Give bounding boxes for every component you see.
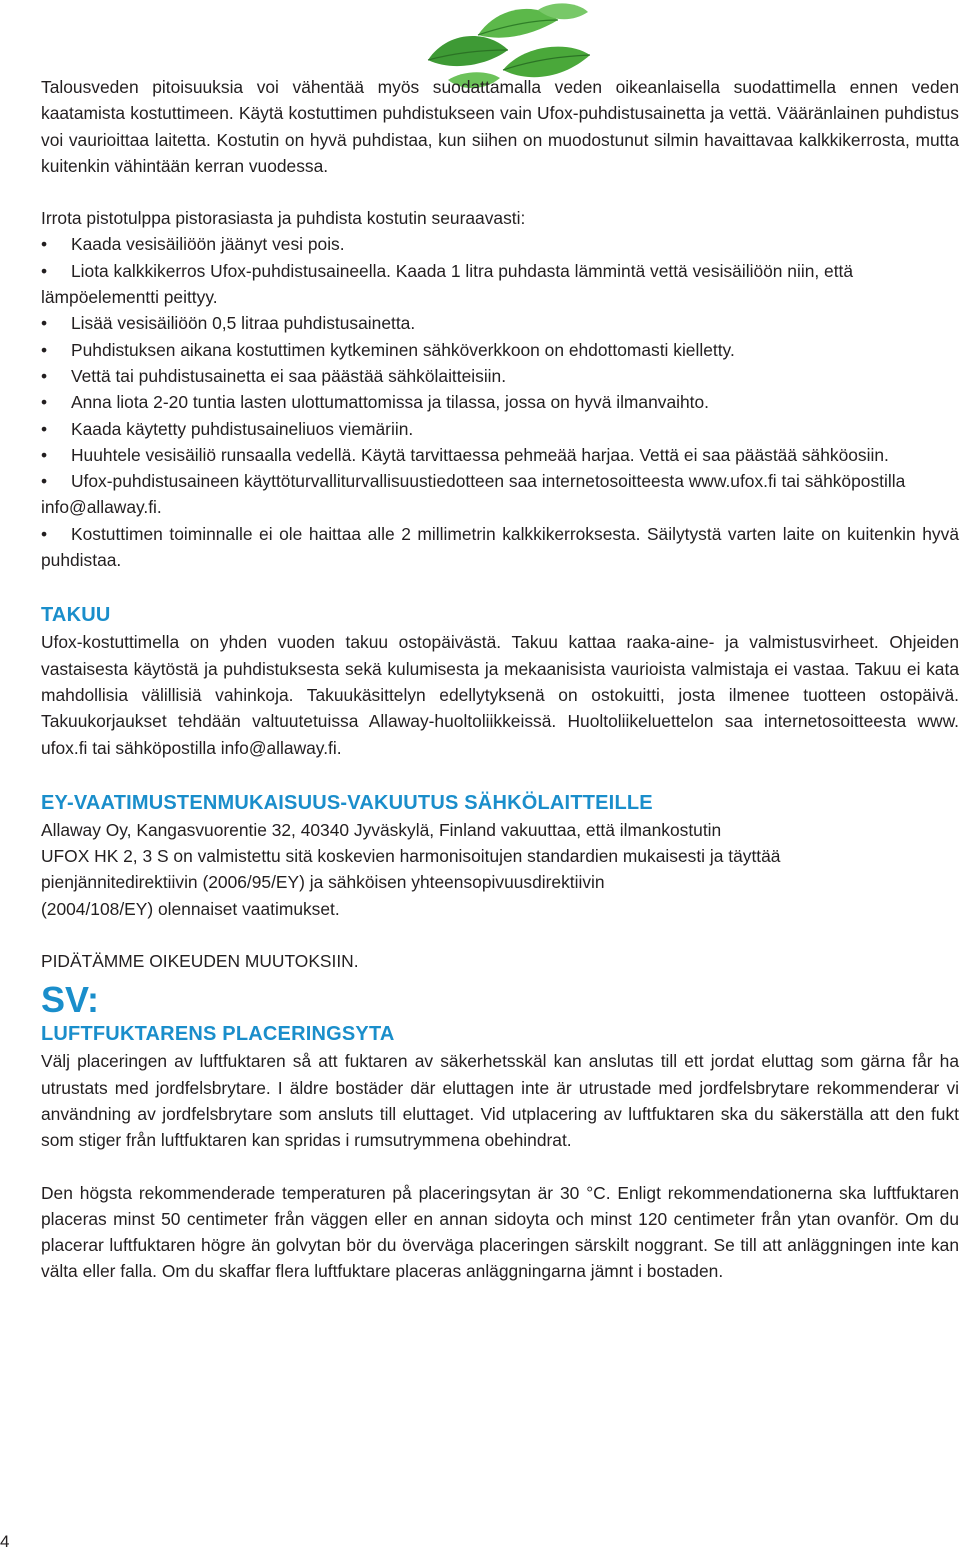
declaration-line: (2004/108/EY) olennaiset vaatimukset. xyxy=(41,898,340,919)
list-item: • Kaada vesisäiliöön jäänyt vesi pois. xyxy=(41,234,345,255)
fi-intro-paragraph: Talousveden pitoisuuksia voi vähentää myös suodattamalla veden oikeanlaisella suodattimella ennen veden kaatamista kostuttimeen. Käytä kostuttimen puhdistukseen vain Ufox-puhdistusainetta ja vettä. Vääränlainen puhdistus voi vaurioittaa laitetta. Kostutin on hyvä puhdistaa, kun siihen on muodostunut silmin havaittavaa kalkkikerrosta, mutta kuitenkin vähintään kerran vuodessa. xyxy=(41,77,959,176)
sv-placement-heading: LUFTFUKTARENS PLACERINGSYTA xyxy=(41,1023,395,1046)
warranty-paragraph: Ufox-kostuttimella on yhden vuoden takuu ostopäivästä. Takuu kattaa raaka-aine- ja valmistusvirheet. Ohjeiden vastaisesta käytöstä ja puhdistuksesta sekä kulumisesta ja mekaanisista vaurioista valmistaja ei vastaa. Takuu ei kata mahdollisia välillisiä vahinkoja. Takuukäsittelyn edellytyksenä on ostokuitti, josta ilmenee tuotteen ostopäivä. Takuukorjaukset tehdään valtuutetuissa Allaway-huoltoliikkeissä. Huoltoliikeluettelon saa internetosoitteesta www. ufox.fi tai sähköpostilla info@allaway.fi. xyxy=(41,632,959,758)
sv-paragraph-1: Välj placeringen av luftfuktaren så att fuktaren av säkerhetsskäl kan anslutas till ett jordat eluttag som gärna får ha utrustats med jordfelsbrytare. I äldre bostäder där eluttagen inte är utrustade med jordfelsbrytare rekommenderar vi användning av jordfelsbrytare som ansluts till eluttaget. Vid utplacering av luftfuktaren ska du säkerställa att den fukt som stiger från luftfuktaren kan spridas i rumsutrymmena obehindrat. xyxy=(41,1051,959,1151)
sv-paragraph-2: Den högsta rekommenderade temperaturen på placeringsytan är 30 °C. Enligt rekommendationerna ska luftfuktaren placeras minst 50 centimeter från väggen eller en annan sidoyta och minst 120 centimeter från ytan ovanför. Om du placerar luftfuktaren högre än golvytan bör du överväga placeringen särskilt noggrant. Se till att anläggningen inte kan välta eller falla. Om du skaffar flera luftfuktare placeras anläggningarna jämnt i bostaden. xyxy=(41,1182,959,1282)
document-body xyxy=(41,74,959,1285)
list-item: • Liota kalkkikerros Ufox-puhdistusaineella. Kaada 1 litra puhdasta lämmintä vettä vesisäiliöön niin, että lämpöelementti peittyy. xyxy=(41,260,854,308)
list-item: • Anna liota 2-20 tuntia lasten ulottumattomissa ja tilassa, jossa on hyvä ilmanvaihto. xyxy=(41,392,710,413)
declaration-line: pienjännitedirektiivin (2006/95/EY) ja sähköisen yhteensopivuusdirektiivin xyxy=(41,872,605,893)
list-item: • Kaada käytetty puhdistusaineliuos viemäriin. xyxy=(41,418,414,439)
swedish-section-label: SV: xyxy=(41,979,100,1021)
list-item: • Kostuttimen toiminnalle ei ole haittaa alle 2 millimetrin kalkkikerroksesta. Säilytystä varten laite on kuitenkin hyvä puhdistaa. xyxy=(41,523,959,571)
cleaning-list xyxy=(41,231,959,573)
list-item: • Huuhtele vesisäiliö runsaalla vedellä. Käytä tarvittaessa pehmeää harjaa. Vettä ei saa päästää sähköosiin. xyxy=(41,444,889,465)
cleaning-lead: Irrota pistotulppa pistorasiasta ja puhdista kostutin seuraavasti: xyxy=(41,208,526,229)
list-item: • Lisää vesisäiliöön 0,5 litraa puhdistusainetta. xyxy=(41,313,416,334)
declaration-line: Allaway Oy, Kangasvuorentie 32, 40340 Jyväskylä, Finland vakuuttaa, että ilmankostutin xyxy=(41,819,722,840)
list-item: • Ufox-puhdistusaineen käyttöturvalliturvallisuustiedotteen saa internetosoitteesta www.ufox.fi tai sähköpostilla info@allaway.fi. xyxy=(41,471,906,518)
page-number: 4 xyxy=(0,1532,10,1551)
list-item: • Puhdistuksen aikana kostuttimen kytkeminen sähköverkkoon on ehdottomasti kielletty. xyxy=(41,339,735,360)
reservation-notice: PIDÄTÄMME OIKEUDEN MUUTOKSIIN. xyxy=(41,951,359,972)
warranty-heading: TAKUU xyxy=(41,604,111,627)
list-item: • Vettä tai puhdistusainetta ei saa päästää sähkölaitteisiin. xyxy=(41,365,507,386)
declaration-line: UFOX HK 2, 3 S on valmistettu sitä koskevien harmonisoitujen standardien mukaisesti ja täyttää xyxy=(41,846,781,867)
declaration-heading: EY-VAATIMUSTENMUKAISUUS-VAKUUTUS SÄHKÖLAITTEILLE xyxy=(41,791,653,814)
